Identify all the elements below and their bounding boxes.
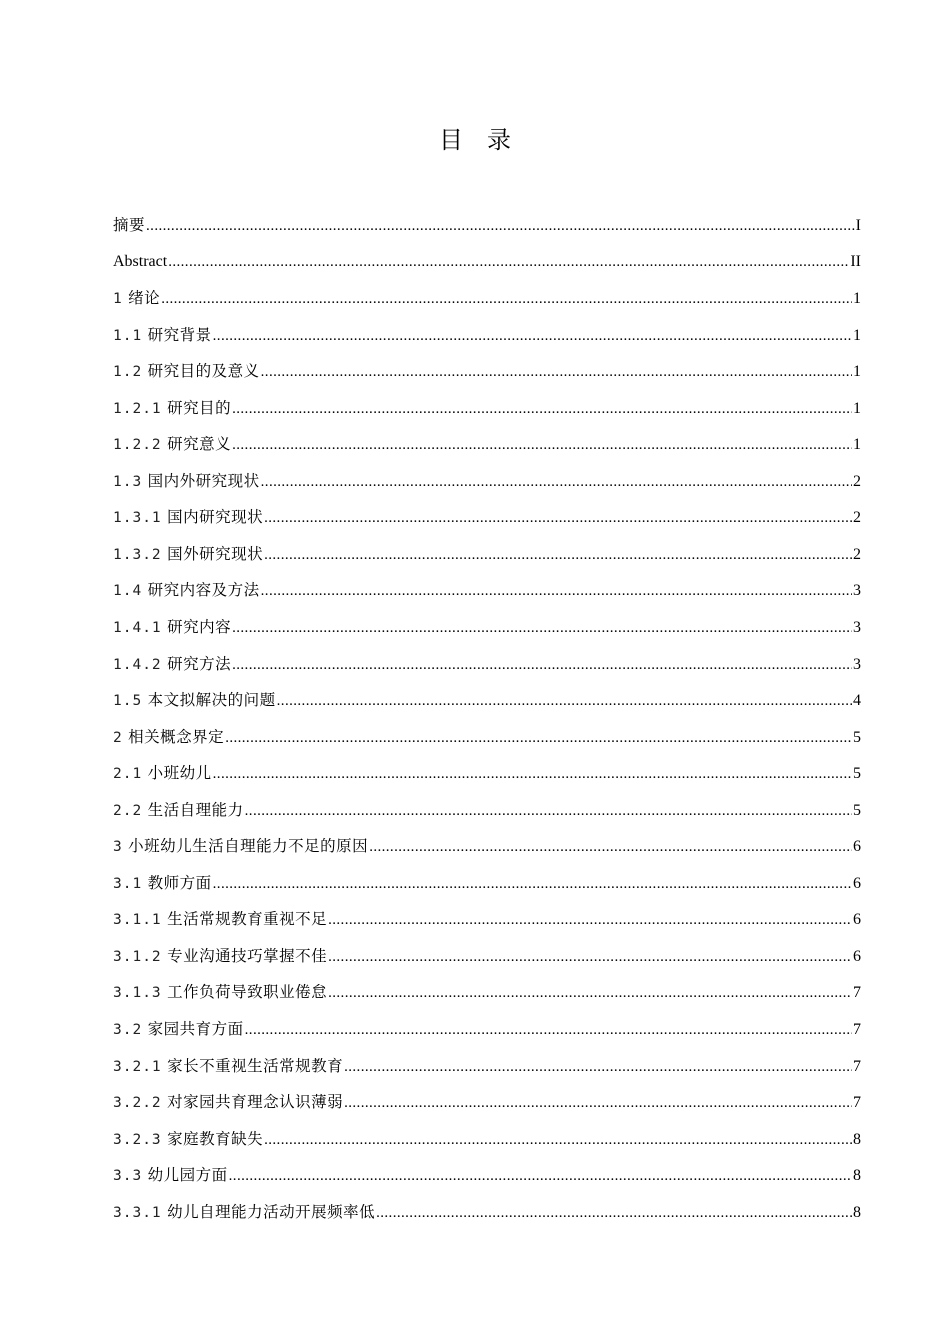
toc-entry[interactable] xyxy=(113,504,861,541)
toc-dot-leader xyxy=(146,213,855,239)
toc-entry-text: 工作负荷导致职业倦怠 xyxy=(167,983,328,1002)
toc-entry-number: 1.3 xyxy=(113,473,143,490)
toc-entry-text: 研究目的及意义 xyxy=(147,362,260,381)
toc-dot-leader xyxy=(161,286,852,312)
toc-dot-leader xyxy=(261,469,852,495)
toc-entry-label xyxy=(113,797,244,824)
toc-entry-number: 1.3.2 xyxy=(113,546,162,563)
toc-entry-number: 2.2 xyxy=(113,802,143,819)
toc-entry-label xyxy=(113,468,260,495)
toc-entry-text: 专业沟通技巧掌握不佳 xyxy=(167,946,328,965)
toc-entry-number: 3.1 xyxy=(113,875,143,892)
toc-entry-page-number: 2 xyxy=(853,545,861,563)
toc-entry-page-number: 5 xyxy=(853,765,861,783)
toc-dot-leader xyxy=(344,1054,852,1080)
toc-dot-leader xyxy=(328,980,852,1006)
toc-dot-leader xyxy=(245,1017,852,1043)
toc-entry[interactable] xyxy=(113,1199,861,1236)
toc-title xyxy=(0,124,950,156)
toc-entry-label xyxy=(113,943,327,970)
toc-entry-text: 教师方面 xyxy=(147,873,212,892)
toc-entry-page-number: 4 xyxy=(853,692,861,710)
toc-entry-label xyxy=(113,249,167,275)
toc-entry-text: 家长不重视生活常规教育 xyxy=(167,1056,344,1075)
toc-dot-leader xyxy=(376,1200,852,1226)
toc-entry-number: 1.2 xyxy=(113,364,143,381)
toc-entry-label xyxy=(113,1162,228,1189)
toc-entry-page-number: I xyxy=(855,217,861,234)
toc-dot-leader xyxy=(328,907,852,933)
toc-entry-number: 1.2.1 xyxy=(113,400,162,417)
toc-entry-text: 研究方法 xyxy=(167,654,232,673)
toc-entry-text: 本文拟解决的问题 xyxy=(147,691,276,710)
toc-dot-leader xyxy=(277,688,852,714)
toc-entry-page-number: 6 xyxy=(853,838,861,856)
toc-entry-page-number: 5 xyxy=(853,801,861,819)
toc-dot-leader xyxy=(328,944,852,970)
toc-entry[interactable] xyxy=(113,541,861,578)
toc-entry-number: 3.3 xyxy=(113,1168,143,1185)
toc-entry-page-number: 3 xyxy=(853,582,861,600)
toc-entry-page-number: II xyxy=(850,252,861,270)
toc-entry-page-number: 7 xyxy=(853,1057,861,1075)
toc-entry-label xyxy=(113,285,160,312)
toc-dot-leader xyxy=(261,578,852,604)
toc-dot-leader xyxy=(232,652,852,678)
toc-entry-label xyxy=(113,358,260,385)
toc-entry-label xyxy=(113,870,212,897)
toc-entry[interactable] xyxy=(113,212,861,249)
toc-entry-text: 小班幼儿生活自理能力不足的原因 xyxy=(128,837,369,856)
toc-dot-leader xyxy=(261,359,852,385)
toc-entry-number: 3.2.1 xyxy=(113,1058,162,1075)
toc-entry-text: 研究内容 xyxy=(167,618,232,637)
toc-entry-text: 小班幼儿 xyxy=(147,764,212,783)
toc-entry-text: 国内研究现状 xyxy=(167,508,264,527)
toc-entry-text: 相关概念界定 xyxy=(128,727,225,746)
toc-entry-text: 研究内容及方法 xyxy=(147,581,260,600)
toc-entry-text: 绪论 xyxy=(128,289,161,308)
toc-entry-number: 1.4.1 xyxy=(113,620,162,637)
toc-entry-number: 3 xyxy=(113,839,123,856)
toc-entry[interactable] xyxy=(113,906,861,943)
toc-entry-number: 1.3.1 xyxy=(113,510,162,527)
toc-entry[interactable] xyxy=(113,833,861,870)
toc-entry-number: 1 xyxy=(113,291,123,308)
toc-entry-label xyxy=(113,651,231,678)
toc-entry-page-number: 8 xyxy=(853,1167,861,1185)
toc-entry-number: 2.1 xyxy=(113,766,143,783)
toc-entry-page-number: 6 xyxy=(853,911,861,929)
toc-entry-text: 研究背景 xyxy=(147,325,212,344)
toc-title-char-2: 录 xyxy=(487,126,511,154)
toc-entry[interactable] xyxy=(113,1126,861,1163)
toc-entry-page-number: 1 xyxy=(853,436,861,454)
toc-entry[interactable] xyxy=(113,1089,861,1126)
toc-entry-label xyxy=(113,212,145,238)
toc-entry-label xyxy=(113,431,231,458)
toc-entry-label xyxy=(113,1199,375,1226)
toc-entry-number: 3.3.1 xyxy=(113,1204,162,1221)
toc-dot-leader xyxy=(232,396,852,422)
toc-entry-page-number: 7 xyxy=(853,1094,861,1112)
toc-dot-leader xyxy=(245,798,852,824)
toc-dot-leader xyxy=(232,432,852,458)
toc-dot-leader xyxy=(232,615,852,641)
toc-entry-page-number: 3 xyxy=(853,619,861,637)
toc-entry-number: 3.2.3 xyxy=(113,1131,162,1148)
toc-entry[interactable] xyxy=(113,322,861,359)
toc-entry-text: 国内外研究现状 xyxy=(147,471,260,490)
toc-entry-number: 1.1 xyxy=(113,327,143,344)
toc-entry-label xyxy=(113,504,263,531)
toc-entry[interactable] xyxy=(113,724,861,761)
toc-entry-text: 幼儿自理能力活动开展频率低 xyxy=(167,1202,376,1221)
toc-entry[interactable] xyxy=(113,468,861,505)
toc-entry[interactable] xyxy=(113,870,861,907)
toc-entry-page-number: 7 xyxy=(853,984,861,1002)
toc-entry-label xyxy=(113,906,327,933)
toc-entry[interactable] xyxy=(113,1162,861,1199)
toc-title-char-1: 目 xyxy=(439,126,463,154)
toc-entry-label xyxy=(113,1053,343,1080)
toc-entry-number: 2 xyxy=(113,729,123,746)
toc-dot-leader xyxy=(225,725,852,751)
toc-entry[interactable] xyxy=(113,1016,861,1053)
toc-entry[interactable] xyxy=(113,395,861,432)
toc-entry-label xyxy=(113,979,327,1006)
toc-entry[interactable] xyxy=(113,979,861,1016)
toc-dot-leader xyxy=(213,761,852,787)
toc-dot-leader xyxy=(264,505,852,531)
toc-entry-page-number: 1 xyxy=(853,399,861,417)
toc-entry-label xyxy=(113,1016,244,1043)
toc-entry-number: 3.2.2 xyxy=(113,1095,162,1112)
toc-entry-page-number: 1 xyxy=(853,326,861,344)
toc-entry-page-number: 8 xyxy=(853,1203,861,1221)
toc-dot-leader xyxy=(213,871,852,897)
toc-entry-text: 幼儿园方面 xyxy=(147,1166,228,1185)
toc-entry-page-number: 6 xyxy=(853,947,861,965)
toc-entry-text: 家园共育方面 xyxy=(147,1020,244,1039)
toc-entry-label xyxy=(113,687,276,714)
toc-entry-page-number: 7 xyxy=(853,1021,861,1039)
toc-entry-number: 3.2 xyxy=(113,1022,143,1039)
toc-dot-leader xyxy=(264,542,852,568)
toc-entry[interactable] xyxy=(113,687,861,724)
toc-entry-label xyxy=(113,395,231,422)
toc-entry-number: 1.4.2 xyxy=(113,656,162,673)
toc-entry-label xyxy=(113,760,212,787)
toc-entry-page-number: 8 xyxy=(853,1130,861,1148)
toc-entry[interactable] xyxy=(113,614,861,651)
toc-entry-text: 国外研究现状 xyxy=(167,544,264,563)
toc-entry-text: Abstract xyxy=(113,252,168,270)
toc-entry-number: 1.2.2 xyxy=(113,437,162,454)
toc-dot-leader xyxy=(229,1163,852,1189)
toc-entry-label xyxy=(113,1089,343,1116)
toc-entry[interactable] xyxy=(113,285,861,322)
toc-entry-label xyxy=(113,724,224,751)
toc-entry-label xyxy=(113,541,263,568)
toc-entry-label xyxy=(113,1126,263,1153)
toc-entry-page-number: 6 xyxy=(853,874,861,892)
toc-entry-text: 对家园共育理念认识薄弱 xyxy=(167,1093,344,1112)
toc-entry-number: 3.1.1 xyxy=(113,912,162,929)
toc-entry-text: 生活自理能力 xyxy=(147,800,244,819)
toc-entry-page-number: 1 xyxy=(853,290,861,308)
table-of-contents xyxy=(113,212,861,1235)
toc-entry-text: 研究意义 xyxy=(167,435,232,454)
toc-entry-text: 摘要 xyxy=(113,216,146,234)
toc-entry-label xyxy=(113,833,368,860)
toc-entry[interactable] xyxy=(113,358,861,395)
toc-entry-number: 1.5 xyxy=(113,693,143,710)
toc-entry-page-number: 2 xyxy=(853,472,861,490)
toc-dot-leader xyxy=(264,1127,852,1153)
toc-dot-leader xyxy=(369,834,852,860)
toc-entry-page-number: 2 xyxy=(853,509,861,527)
toc-entry[interactable] xyxy=(113,797,861,834)
toc-entry-label xyxy=(113,322,212,349)
toc-entry[interactable] xyxy=(113,431,861,468)
toc-entry-page-number: 3 xyxy=(853,655,861,673)
toc-entry[interactable] xyxy=(113,760,861,797)
toc-entry[interactable] xyxy=(113,651,861,688)
toc-entry-number: 3.1.2 xyxy=(113,948,162,965)
toc-dot-leader xyxy=(168,249,849,275)
toc-entry[interactable] xyxy=(113,577,861,614)
toc-entry-text: 研究目的 xyxy=(167,398,232,417)
toc-entry-number: 3.1.3 xyxy=(113,985,162,1002)
toc-entry[interactable] xyxy=(113,1053,861,1090)
toc-dot-leader xyxy=(344,1090,852,1116)
toc-entry-label xyxy=(113,577,260,604)
toc-entry-number: 1.4 xyxy=(113,583,143,600)
toc-dot-leader xyxy=(213,323,852,349)
toc-entry-text: 家庭教育缺失 xyxy=(167,1129,264,1148)
toc-entry-page-number: 1 xyxy=(853,363,861,381)
toc-entry-text: 生活常规教育重视不足 xyxy=(167,910,328,929)
toc-entry[interactable] xyxy=(113,943,861,980)
toc-entry[interactable] xyxy=(113,249,861,286)
toc-entry-label xyxy=(113,614,231,641)
toc-entry-page-number: 5 xyxy=(853,728,861,746)
